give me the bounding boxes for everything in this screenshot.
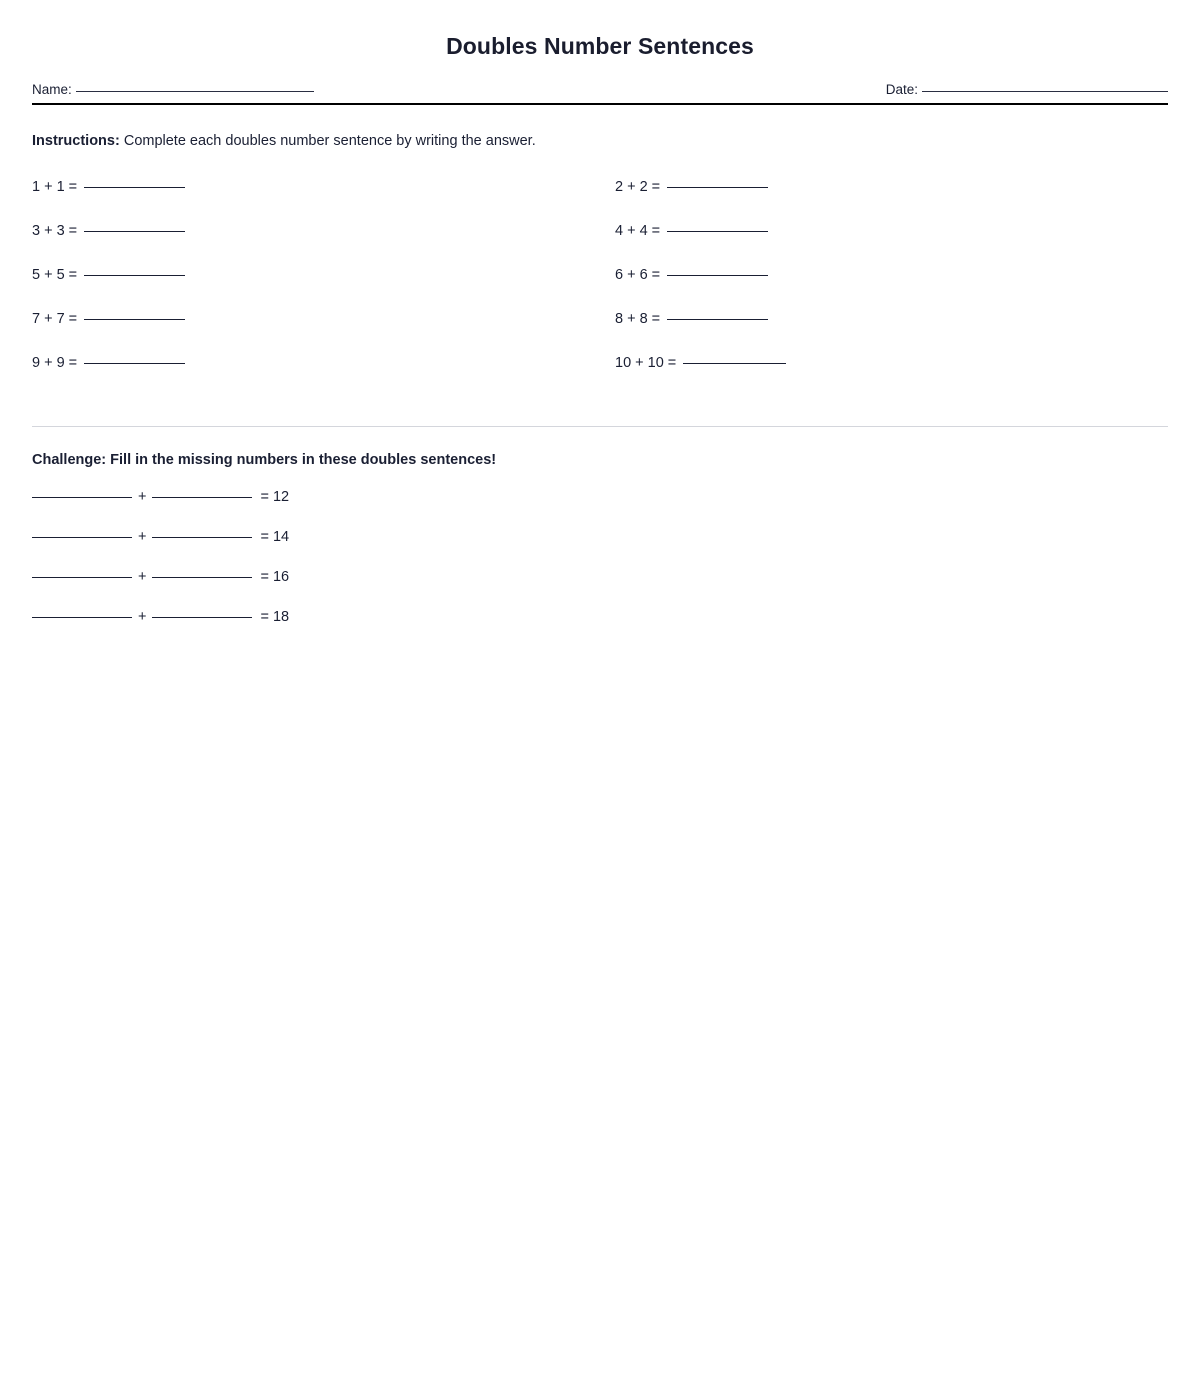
name-label: Name: [32, 82, 72, 97]
challenge-blank-second[interactable] [152, 577, 252, 578]
challenge-blank-second[interactable] [152, 617, 252, 618]
page-title: Doubles Number Sentences [446, 33, 754, 59]
answer-blank[interactable] [667, 231, 768, 232]
date-label: Date: [885, 82, 918, 97]
challenge-result: = 18 [260, 609, 290, 625]
plus-symbol: + [138, 489, 147, 505]
answer-blank[interactable] [84, 275, 185, 276]
plus-symbol: + [138, 529, 147, 545]
problem-expression: 2 + 2 = [615, 179, 661, 195]
answer-blank[interactable] [667, 319, 768, 320]
challenge-result: = 14 [260, 529, 290, 545]
problem-expression: 4 + 4 = [615, 223, 661, 239]
challenge-blank-second[interactable] [152, 497, 252, 498]
challenge-blank-first[interactable] [32, 577, 132, 578]
date-field[interactable] [886, 82, 1168, 97]
problem-item [615, 179, 1168, 223]
plus-symbol: + [138, 609, 147, 625]
name-input-line[interactable] [76, 91, 314, 92]
answer-blank[interactable] [667, 275, 768, 276]
challenge-blank-first[interactable] [32, 497, 132, 498]
problem-item [32, 223, 615, 267]
problem-expression: 1 + 1 = [32, 179, 78, 195]
problem-expression: 9 + 9 = [32, 355, 78, 371]
name-field[interactable] [32, 82, 314, 97]
name-date-row [32, 82, 1168, 97]
answer-blank[interactable] [84, 319, 185, 320]
problem-item [615, 355, 1168, 399]
problem-item [32, 355, 615, 399]
problem-expression: 3 + 3 = [32, 223, 78, 239]
challenge-row [32, 529, 1168, 569]
problem-expression: 8 + 8 = [615, 311, 661, 327]
problem-item [32, 179, 615, 223]
instructions [32, 133, 1168, 149]
problem-item [615, 267, 1168, 311]
plus-symbol: + [138, 569, 147, 585]
instructions-text: Complete each doubles number sentence by writing the answer. [123, 133, 536, 149]
challenge-row [32, 609, 1168, 649]
problem-item [32, 311, 615, 355]
problem-expression: 7 + 7 = [32, 311, 78, 327]
instructions-label: Instructions: [32, 133, 120, 149]
challenge-blank-first[interactable] [32, 537, 132, 538]
problem-item [32, 267, 615, 311]
header-divider [32, 103, 1168, 105]
problem-expression: 5 + 5 = [32, 267, 78, 283]
answer-blank[interactable] [667, 187, 768, 188]
problem-expression: 10 + 10 = [615, 355, 677, 371]
answer-blank[interactable] [84, 363, 185, 364]
challenge-title: Challenge: Fill in the missing numbers in these doubles sentences! [32, 452, 497, 468]
challenge-blank-second[interactable] [152, 537, 252, 538]
challenge-result: = 12 [260, 489, 290, 505]
problem-item [615, 311, 1168, 355]
answer-blank[interactable] [84, 231, 185, 232]
challenge-blank-first[interactable] [32, 617, 132, 618]
answer-blank[interactable] [84, 187, 185, 188]
challenge-row [32, 489, 1168, 529]
challenge-row [32, 569, 1168, 609]
date-input-line[interactable] [922, 91, 1168, 92]
answer-blank[interactable] [683, 363, 786, 364]
problem-item [615, 223, 1168, 267]
challenge-list [32, 489, 1168, 649]
section-divider [32, 426, 1168, 427]
challenge-result: = 16 [260, 569, 290, 585]
problem-expression: 6 + 6 = [615, 267, 661, 283]
problems-grid [32, 179, 1168, 399]
